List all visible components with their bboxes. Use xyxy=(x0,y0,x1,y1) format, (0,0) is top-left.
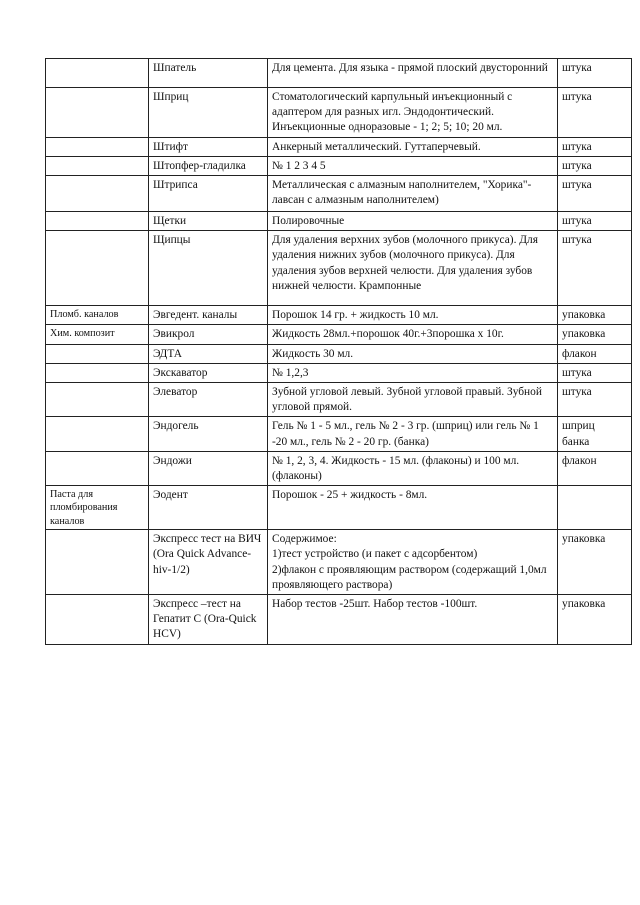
item-description-cell: Жидкость 30 мл. xyxy=(268,344,558,363)
group-cell xyxy=(46,451,149,485)
unit-cell: упаковка xyxy=(558,306,632,325)
item-description-cell: Содержимое: 1)тест устройство (и пакет с адсорбентом) 2)флакон с проявляющим раствором (содержащий 1,0мл проявляющего раствора) xyxy=(268,530,558,595)
item-description-cell: Анкерный металлический. Гуттаперчевый. xyxy=(268,137,558,156)
group-cell xyxy=(46,231,149,306)
unit-cell: шприц банка xyxy=(558,417,632,451)
item-description-cell: № 1,2,3 xyxy=(268,363,558,382)
item-description-cell: Гель № 1 - 5 мл., гель № 2 - 3 гр. (шприц) или гель № 1 -20 мл., гель № 2 - 20 гр. (банка) xyxy=(268,417,558,451)
item-description-cell: № 1, 2, 3, 4. Жидкость - 15 мл. (флаконы) и 100 мл. (флаконы) xyxy=(268,451,558,485)
item-description-cell: Для удаления верхних зубов (молочного прикуса). Для удаления нижних зубов (молочного прикуса). Для удаления зубов верхней челюсти. Для удаления зубов нижней челюсти. Крампонные xyxy=(268,231,558,306)
item-name-cell: Щетки xyxy=(149,212,268,231)
group-cell: Пломб. каналов xyxy=(46,306,149,325)
unit-cell: штука xyxy=(558,59,632,88)
table-row xyxy=(46,231,632,306)
unit-cell: упаковка xyxy=(558,325,632,344)
item-description-cell: Жидкость 28мл.+порошок 40г.+3порошка х 10г. xyxy=(268,325,558,344)
group-cell xyxy=(46,383,149,417)
table-row xyxy=(46,344,632,363)
table-row xyxy=(46,176,632,212)
table-row xyxy=(46,325,632,344)
unit-cell: штука xyxy=(558,363,632,382)
unit-cell: штука xyxy=(558,156,632,175)
item-description-cell: № 1 2 3 4 5 xyxy=(268,156,558,175)
item-name-cell: Штифт xyxy=(149,137,268,156)
table-row xyxy=(46,156,632,175)
item-name-cell: Эвгедент. каналы xyxy=(149,306,268,325)
item-name-cell: Экспресс тест на ВИЧ (Ora Quick Advance-hiv-1/2) xyxy=(149,530,268,595)
group-cell xyxy=(46,417,149,451)
group-cell xyxy=(46,595,149,645)
unit-cell: упаковка xyxy=(558,595,632,645)
item-description-cell: Для цемента. Для языка - прямой плоский двусторонний xyxy=(268,59,558,88)
group-cell xyxy=(46,88,149,138)
unit-cell: штука xyxy=(558,231,632,306)
table-row xyxy=(46,306,632,325)
item-description-cell: Порошок 14 гр. + жидкость 10 мл. xyxy=(268,306,558,325)
item-name-cell: Штрипса xyxy=(149,176,268,212)
group-cell xyxy=(46,363,149,382)
table-row xyxy=(46,417,632,451)
item-name-cell: Эвикрол xyxy=(149,325,268,344)
unit-cell: штука xyxy=(558,88,632,138)
unit-cell: штука xyxy=(558,176,632,212)
item-description-cell: Порошок - 25 + жидкость - 8мл. xyxy=(268,486,558,530)
item-name-cell: Эндогель xyxy=(149,417,268,451)
group-cell: Паста для пломбирования каналов xyxy=(46,486,149,530)
group-cell xyxy=(46,344,149,363)
unit-cell: флакон xyxy=(558,344,632,363)
table-row xyxy=(46,59,632,88)
item-name-cell: ЭДТА xyxy=(149,344,268,363)
equipment-table-body xyxy=(46,59,632,645)
item-name-cell: Элеватор xyxy=(149,383,268,417)
table-row xyxy=(46,530,632,595)
group-cell xyxy=(46,530,149,595)
item-name-cell: Щипцы xyxy=(149,231,268,306)
item-name-cell: Экспресс –тест на Гепатит С (Ora-Quick HCV) xyxy=(149,595,268,645)
item-description-cell: Металлическая с алмазным наполнителем, "Хорика"-лавсан с алмазным наполнителем) xyxy=(268,176,558,212)
item-description-cell: Набор тестов -25шт. Набор тестов -100шт. xyxy=(268,595,558,645)
group-cell xyxy=(46,59,149,88)
group-cell: Хим. композит xyxy=(46,325,149,344)
group-cell xyxy=(46,156,149,175)
unit-cell: штука xyxy=(558,137,632,156)
item-name-cell: Штопфер-гладилка xyxy=(149,156,268,175)
item-name-cell: Шпатель xyxy=(149,59,268,88)
unit-cell: штука xyxy=(558,383,632,417)
equipment-table xyxy=(45,58,632,645)
unit-cell: флакон xyxy=(558,451,632,485)
table-row xyxy=(46,595,632,645)
table-row xyxy=(46,212,632,231)
table-row xyxy=(46,88,632,138)
item-name-cell: Шприц xyxy=(149,88,268,138)
item-name-cell: Эндожи xyxy=(149,451,268,485)
item-description-cell: Зубной угловой левый. Зубной угловой правый. Зубной угловой прямой. xyxy=(268,383,558,417)
item-description-cell: Стоматологический карпульный инъекционный с адаптером для разных игл. Эндодонтический. Инъекционные одноразовые - 1; 2; 5; 10; 20 мл. xyxy=(268,88,558,138)
unit-cell: упаковка xyxy=(558,530,632,595)
table-row xyxy=(46,486,632,530)
unit-cell: штука xyxy=(558,212,632,231)
item-name-cell: Экскаватор xyxy=(149,363,268,382)
table-row xyxy=(46,383,632,417)
group-cell xyxy=(46,176,149,212)
unit-cell xyxy=(558,486,632,530)
item-description-cell: Полировочные xyxy=(268,212,558,231)
table-row xyxy=(46,363,632,382)
table-row xyxy=(46,451,632,485)
item-name-cell: Эодент xyxy=(149,486,268,530)
table-row xyxy=(46,137,632,156)
group-cell xyxy=(46,212,149,231)
group-cell xyxy=(46,137,149,156)
